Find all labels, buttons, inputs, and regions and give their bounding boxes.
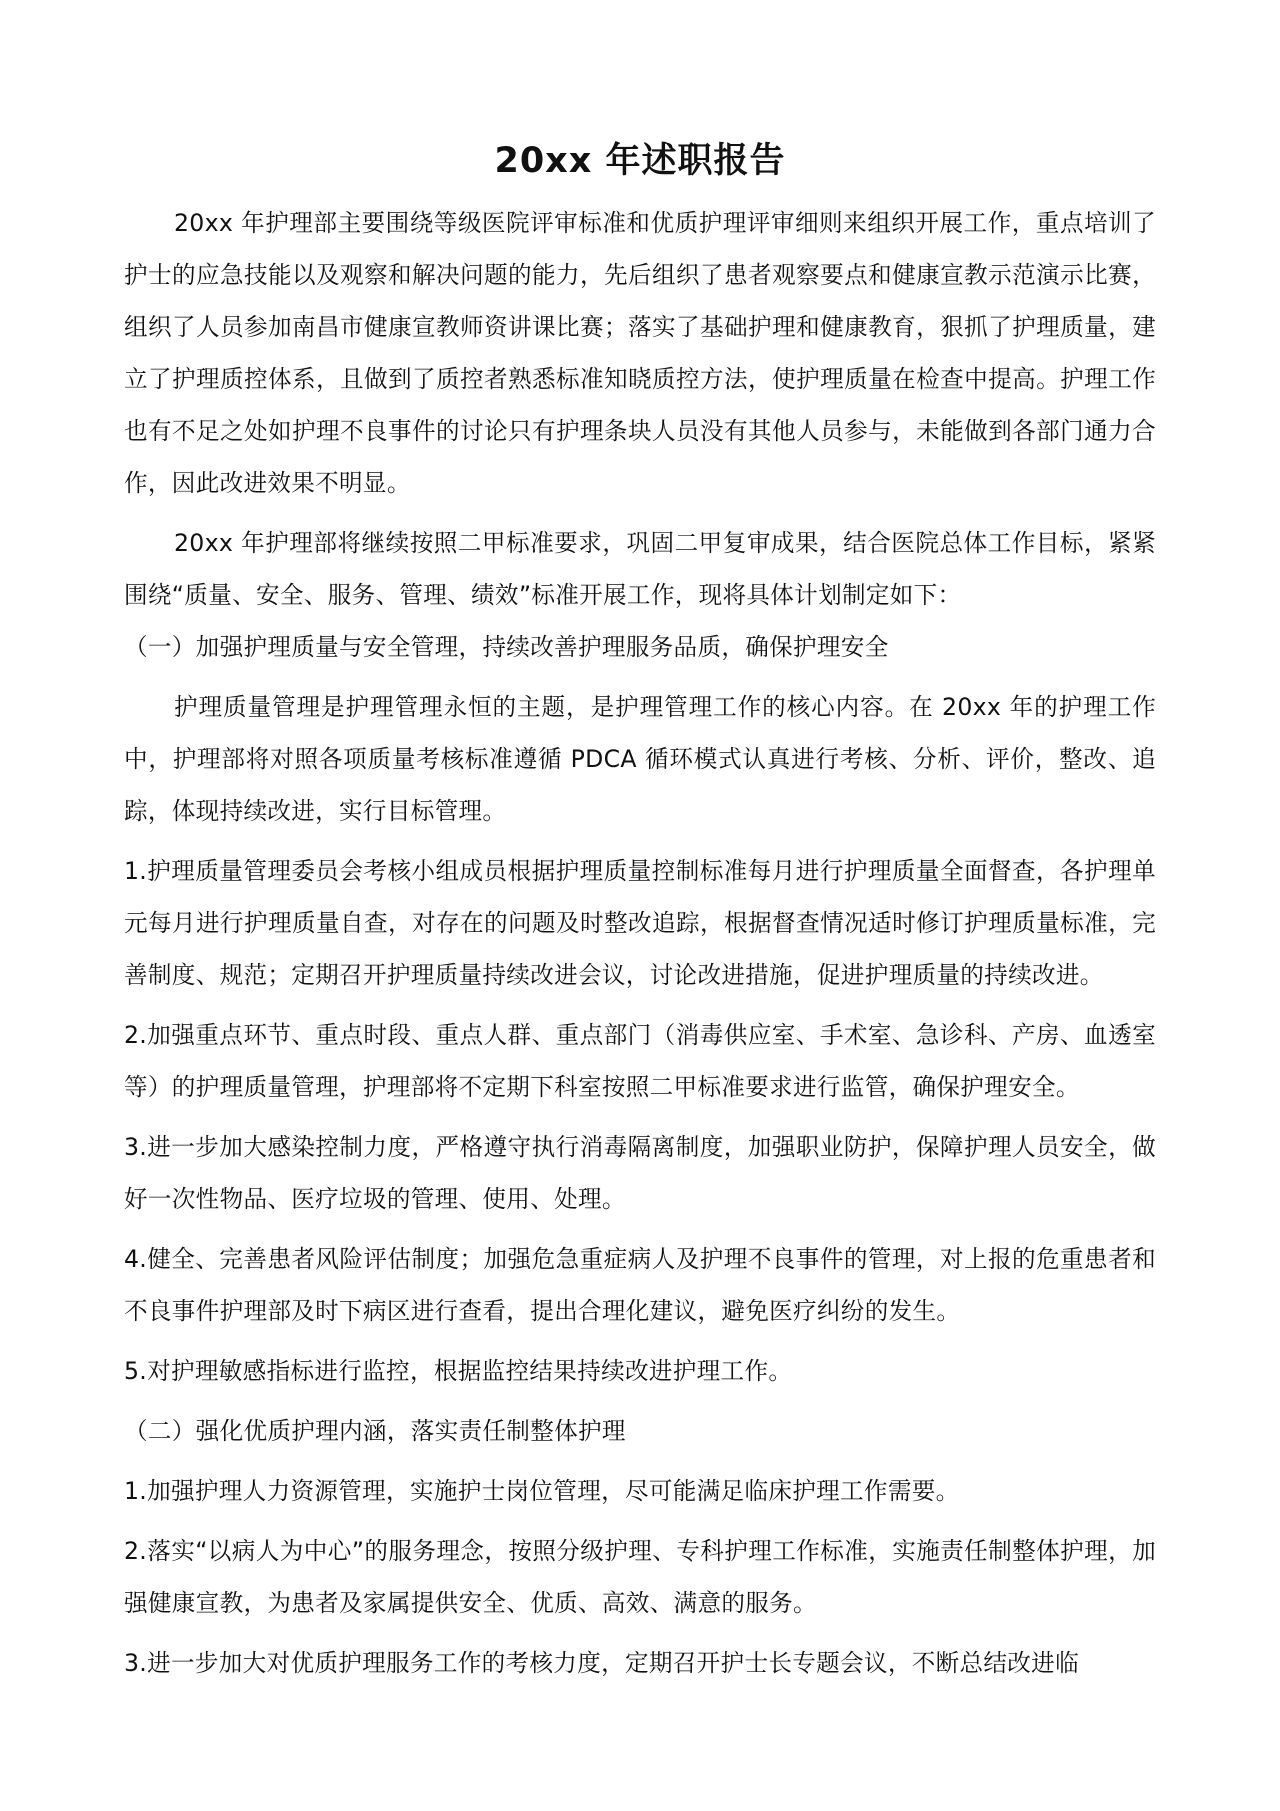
paragraph-quality-management: 护理质量管理是护理管理永恒的主题，是护理管理工作的核心内容。在 20xx 年的护理工作中，护理部将对照各项质量考核标准遵循 PDCA 循环模式认真进行考核、分析、评价，整改、追踪，体现持续改进，实行目标管理。: [124, 693, 1156, 825]
list-item-1-3: 3.进一步加大感染控制力度，严格遵守执行消毒隔离制度，加强职业防护，保障护理人员安全，做好一次性物品、医疗垃圾的管理、使用、处理。: [124, 1133, 1156, 1213]
list-item-1-2: 2.加强重点环节、重点时段、重点人群、重点部门（消毒供应室、手术室、急诊科、产房、血透室等）的护理质量管理，护理部将不定期下科室按照二甲标准要求进行监管，确保护理安全。: [124, 1021, 1156, 1101]
list-item-1-1: 1.护理质量管理委员会考核小组成员根据护理质量控制标准每月进行护理质量全面督查，各护理单元每月进行护理质量自查，对存在的问题及时整改追踪，根据督查情况适时修订护理质量标准，完善制度、规范；定期召开护理质量持续改进会议，讨论改进措施，促进护理质量的持续改进。: [124, 857, 1156, 989]
list-item-2-3: 3.进一步加大对优质护理服务工作的考核力度，定期召开护士长专题会议，不断总结改进临: [124, 1649, 1079, 1677]
list-item-1-4: 4.健全、完善患者风险评估制度；加强危急重症病人及护理不良事件的管理，对上报的危重患者和不良事件护理部及时下病区进行查看，提出合理化建议，避免医疗纠纷的发生。: [124, 1245, 1156, 1325]
paragraph-summary: 20xx 年护理部主要围绕等级医院评审标准和优质护理评审细则来组织开展工作，重点培训了护士的应急技能以及观察和解决问题的能力，先后组织了患者观察要点和健康宣教示范演示比赛，组织了人员参加南昌市健康宣教师资讲课比赛；落实了基础护理和健康教育，狠抓了护理质量，建立了护理质控体系，且做到了质控者熟悉标准知晓质控方法，使护理质量在检查中提高。护理工作也有不足之处如护理不良事件的讨论只有护理条块人员没有其他人员参与，未能做到各部门通力合作，因此改进效果不明显。: [124, 209, 1156, 497]
list-item-2-2: 2.落实“以病人为中心”的服务理念，按照分级护理、专科护理工作标准，实施责任制整体护理，加强健康宣教，为患者及家属提供安全、优质、高效、满意的服务。: [124, 1537, 1156, 1617]
list-item-2-1: 1.加强护理人力资源管理，实施护士岗位管理，尽可能满足临床护理工作需要。: [124, 1477, 960, 1505]
paragraph-plan-intro: 20xx 年护理部将继续按照二甲标准要求，巩固二甲复审成果，结合医院总体工作目标，紧紧围绕“质量、安全、服务、管理、绩效”标准开展工作，现将具体计划制定如下：: [124, 529, 1156, 609]
document-body: [124, 197, 1156, 1689]
section-heading-2: （二）强化优质护理内涵，落实责任制整体护理: [124, 1417, 626, 1445]
list-item-1-5: 5.对护理敏感指标进行监控，根据监控结果持续改进护理工作。: [124, 1357, 793, 1385]
document-title: 20xx 年述职报告: [494, 141, 786, 181]
section-heading-1: （一）加强护理质量与安全管理，持续改善护理服务品质，确保护理安全: [124, 633, 889, 661]
